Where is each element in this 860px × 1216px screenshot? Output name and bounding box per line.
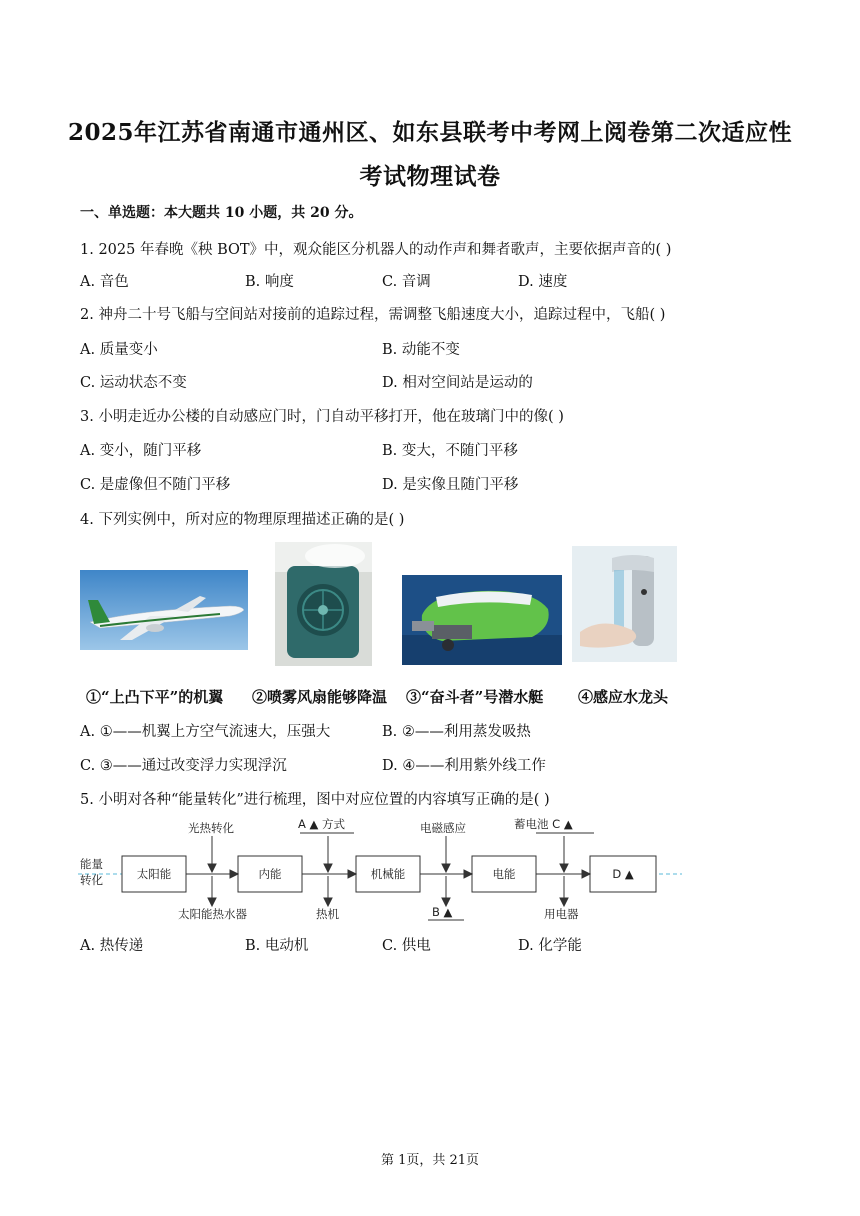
q2-option-a: A. 质量变小 xyxy=(80,342,158,358)
question-3-stem: 3. 小明走近办公楼的自动感应门时，门自动平移打开，他在玻璃门中的像( ) xyxy=(80,409,564,425)
question-2-stem: 2. 神舟二十号飞船与空间站对接前的追踪过程，需调整飞船速度大小，追踪过程中，飞船( ) xyxy=(80,307,666,323)
q1-option-c: C. 音调 xyxy=(382,274,431,290)
box-electric-energy: 电能 xyxy=(492,867,516,881)
side-label-2: 转化 xyxy=(80,873,103,887)
q5-option-c: C. 供电 xyxy=(382,938,431,954)
q4-option-a: A. ①——机翼上方空气流速大，压强大 xyxy=(80,724,331,740)
q1-option-a: A. 音色 xyxy=(80,274,129,290)
q2-option-b: B. 动能不变 xyxy=(382,342,460,358)
q4-option-c: C. ③——通过改变浮力实现浮沉 xyxy=(80,758,287,774)
document-title-line1: 2025年江苏省南通市通州区、如东县联考中考网上阅卷第二次适应性 xyxy=(67,119,792,146)
label-electromagnetic-induction: 电磁感应 xyxy=(420,821,466,835)
box-d-blank: D ▲ xyxy=(612,867,634,881)
spray-fan-photo xyxy=(275,542,372,666)
faucet-photo xyxy=(572,546,677,662)
box-internal-energy: 内能 xyxy=(258,867,282,881)
q4-option-d: D. ④——利用紫外线工作 xyxy=(382,758,546,774)
label-heat-engine: 热机 xyxy=(316,907,339,921)
side-label-1: 能量 xyxy=(80,857,103,871)
q1-option-b: B. 响度 xyxy=(245,274,294,290)
airplane-photo xyxy=(80,570,248,650)
q3-option-c: C. 是虚像但不随门平移 xyxy=(80,477,231,493)
q2-option-c: C. 运动状态不变 xyxy=(80,375,187,391)
energy-conversion-diagram xyxy=(78,814,683,926)
q4-caption-3: ③“奋斗者”号潜水艇 xyxy=(406,688,544,706)
q2-option-d: D. 相对空间站是运动的 xyxy=(382,375,533,391)
page-footer: 第 1页，共 21页 xyxy=(380,1153,480,1168)
q5-option-a: A. 热传递 xyxy=(80,938,144,954)
box-mechanical-energy: 机械能 xyxy=(370,867,406,881)
submarine-photo xyxy=(402,575,562,665)
q4-option-b: B. ②——利用蒸发吸热 xyxy=(382,724,531,740)
q4-caption-2: ②喷雾风扇能够降温 xyxy=(252,688,388,706)
question-1-stem: 1. 2025 年春晚《秧 BOT》中，观众能区分机器人的动作声和舞者歌声，主要依据声音的( ) xyxy=(80,242,672,258)
question-5-stem: 5. 小明对各种“能量转化”进行梳理，图中对应位置的内容填写正确的是( ) xyxy=(80,792,550,808)
label-photothermal: 光热转化 xyxy=(188,821,234,835)
label-a-method: A ▲ 方式 xyxy=(298,817,346,831)
q3-option-d: D. 是实像且随门平移 xyxy=(382,477,519,493)
q5-option-d: D. 化学能 xyxy=(518,938,582,954)
q4-caption-4: ④感应水龙头 xyxy=(578,688,669,706)
label-b-blank: B ▲ xyxy=(432,905,453,919)
q3-option-b: B. 变大，不随门平移 xyxy=(382,443,518,459)
box-solar-energy: 太阳能 xyxy=(136,867,172,881)
label-electrical-appliance: 用电器 xyxy=(544,907,579,921)
question-4-stem: 4. 下列实例中，所对应的物理原理描述正确的是( ) xyxy=(80,512,405,528)
label-battery-c: 蓄电池 C ▲ xyxy=(514,817,573,831)
label-solar-water-heater: 太阳能热水器 xyxy=(178,907,247,921)
q4-caption-1: ①“上凸下平”的机翼 xyxy=(86,688,224,706)
q5-option-b: B. 电动机 xyxy=(245,938,309,954)
section-header: 一、单选题：本大题共 10 小题，共 20 分。 xyxy=(80,205,363,221)
q1-option-d: D. 速度 xyxy=(518,274,568,290)
q3-option-a: A. 变小，随门平移 xyxy=(80,443,202,459)
document-title-line2: 考试物理试卷 xyxy=(359,163,501,190)
